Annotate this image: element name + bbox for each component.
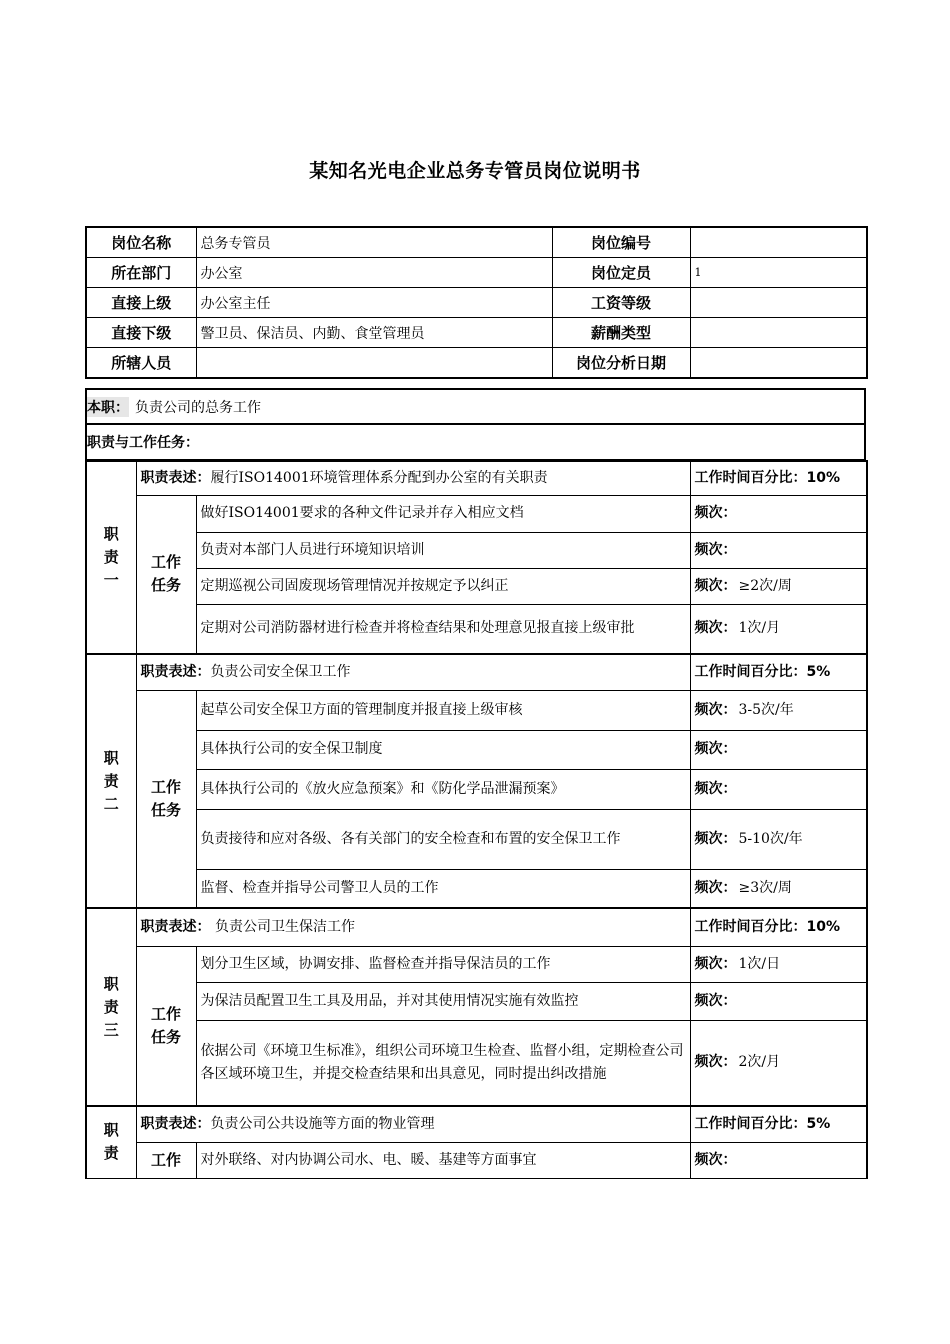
duty-group-char: 责 xyxy=(103,997,119,1016)
summary-text: 负责公司的总务工作 xyxy=(135,399,261,416)
duty-group-char: 职 xyxy=(103,974,119,993)
table-row xyxy=(86,348,867,379)
frequency-label: 频次： xyxy=(694,541,737,558)
work-task-label xyxy=(136,946,196,1106)
task-text: 对外联络、对内协调公司水、电、暖、基建等方面事宜 xyxy=(196,1142,690,1178)
table-row xyxy=(86,258,867,288)
task-label: 任务 xyxy=(150,1027,181,1046)
statement-label: 职责表述： xyxy=(140,918,211,935)
task-row xyxy=(86,809,867,869)
statement-label: 职责表述： xyxy=(140,663,211,680)
duty-statement xyxy=(136,908,690,946)
percent-label: 工作时间百分比： xyxy=(694,918,807,935)
task-text: 负责对本部门人员进行环境知识培训 xyxy=(196,532,690,568)
quota-value: 1 xyxy=(690,258,867,288)
duty-group-char: 责 xyxy=(103,548,119,566)
duties-header xyxy=(85,423,866,461)
job-name-value: 总务专管员 xyxy=(196,227,552,258)
frequency-value: 3-5次/年 xyxy=(738,701,794,718)
superior-label: 直接上级 xyxy=(86,288,196,318)
frequency-value: ≥2次/周 xyxy=(738,577,792,594)
duty-statement xyxy=(136,654,690,690)
duty-statement-row xyxy=(86,461,867,495)
grade-label: 工资等级 xyxy=(552,288,690,318)
subordinate-value: 警卫员、保洁员、内勤、食堂管理员 xyxy=(196,318,552,348)
task-text: 定期对公司消防器材进行检查并将检查结果和处理意见报直接上级审批 xyxy=(196,604,690,654)
duty-statement-row xyxy=(86,908,867,946)
task-frequency xyxy=(690,690,867,730)
document-title: 某知名光电企业总务专管员岗位说明书 xyxy=(309,160,641,182)
frequency-label: 频次： xyxy=(694,780,737,797)
task-row xyxy=(86,568,867,604)
duty-group-char: 职 xyxy=(103,748,119,767)
percent-label: 工作时间百分比： xyxy=(694,1115,807,1132)
job-no-value xyxy=(690,227,867,258)
statement-text: 负责公司安全保卫工作 xyxy=(210,663,351,680)
work-label: 工作 xyxy=(150,1004,181,1023)
work-label: 工作 xyxy=(150,1150,181,1169)
duty-group-char: 职 xyxy=(103,525,119,543)
frequency-label: 频次： xyxy=(694,505,737,521)
duty-statement xyxy=(136,1106,690,1142)
frequency-value: 5-10次/年 xyxy=(738,830,803,847)
duty-group-char: 责 xyxy=(103,771,119,790)
task-text: 为保洁员配置卫生工具及用品，并对其使用情况实施有效监控 xyxy=(196,982,690,1020)
staff-value xyxy=(196,348,552,379)
task-frequency xyxy=(690,869,867,908)
work-task-label xyxy=(136,495,196,654)
job-no-label: 岗位编号 xyxy=(552,227,690,258)
task-row xyxy=(86,1142,867,1178)
frequency-label: 频次： xyxy=(694,879,737,896)
table-row xyxy=(86,288,867,318)
duty-time-percent xyxy=(690,908,867,946)
statement-text: 负责公司卫生保洁工作 xyxy=(210,918,355,935)
salary-value xyxy=(690,318,867,348)
table-row xyxy=(86,318,867,348)
duty-group-label xyxy=(86,1106,136,1178)
task-text: 具体执行公司的安全保卫制度 xyxy=(196,730,690,769)
task-frequency xyxy=(690,495,867,532)
duty-statement xyxy=(136,461,690,495)
superior-value: 办公室主任 xyxy=(196,288,552,318)
salary-label: 薪酬类型 xyxy=(552,318,690,348)
summary-label: 本职： xyxy=(87,397,129,417)
task-text: 依据公司《环境卫生标准》，组织公司环境卫生检查、监督小组，定期检查公司各区域环境卫生，并提交检查结果和出具意见，同时提出纠改措施 xyxy=(196,1020,690,1106)
task-frequency xyxy=(690,769,867,809)
percent-value: 10% xyxy=(806,469,841,486)
task-frequency xyxy=(690,982,867,1020)
task-frequency xyxy=(690,1142,867,1178)
dept-label: 所在部门 xyxy=(86,258,196,288)
task-label: 任务 xyxy=(150,800,181,819)
work-task-label xyxy=(136,1142,196,1178)
summary-row xyxy=(85,388,866,425)
table-row xyxy=(86,227,867,258)
task-frequency xyxy=(690,946,867,982)
frequency-label: 频次： xyxy=(694,577,737,594)
duty-group-char: 三 xyxy=(103,1020,119,1039)
statement-label: 职责表述： xyxy=(140,1115,211,1132)
frequency-label: 频次： xyxy=(694,1054,737,1071)
task-row xyxy=(86,730,867,769)
date-label: 岗位分析日期 xyxy=(552,348,690,379)
percent-label: 工作时间百分比： xyxy=(694,663,807,680)
duties-header-label: 职责与工作任务： xyxy=(87,435,199,451)
task-label: 任务 xyxy=(150,576,181,595)
task-row xyxy=(86,1020,867,1106)
frequency-value: 1次/月 xyxy=(738,620,781,637)
duty-group-char: 职 xyxy=(103,1121,119,1140)
staff-label: 所辖人员 xyxy=(86,348,196,379)
basic-info-table xyxy=(85,226,868,379)
duty-statement-row xyxy=(86,654,867,690)
duty-time-percent xyxy=(690,654,867,690)
task-frequency xyxy=(690,809,867,869)
frequency-label: 频次： xyxy=(694,701,737,718)
frequency-label: 频次： xyxy=(694,955,737,972)
frequency-label: 频次： xyxy=(694,992,737,1009)
percent-label: 工作时间百分比： xyxy=(694,469,807,486)
task-text: 做好ISO14001要求的各种文件记录并存入相应文档 xyxy=(196,495,690,532)
frequency-value: ≥3次/周 xyxy=(738,879,792,896)
frequency-label: 频次： xyxy=(694,1151,737,1168)
percent-value: 5% xyxy=(806,1115,831,1132)
statement-text: 履行ISO14001环境管理体系分配到办公室的有关职责 xyxy=(210,469,548,486)
task-row xyxy=(86,532,867,568)
statement-label: 职责表述： xyxy=(140,469,211,486)
task-text: 负责接待和应对各级、各有关部门的安全检查和布置的安全保卫工作 xyxy=(196,809,690,869)
duty-time-percent xyxy=(690,1106,867,1142)
task-row xyxy=(86,690,867,730)
task-row xyxy=(86,946,867,982)
frequency-label: 频次： xyxy=(694,830,737,847)
frequency-label: 频次： xyxy=(694,741,737,757)
task-frequency xyxy=(690,532,867,568)
task-text: 起草公司安全保卫方面的管理制度并报直接上级审核 xyxy=(196,690,690,730)
frequency-label: 频次： xyxy=(694,620,737,637)
task-frequency xyxy=(690,604,867,654)
duty-group-char: 二 xyxy=(103,794,119,813)
task-row xyxy=(86,769,867,809)
frequency-value: 2次/月 xyxy=(738,1054,781,1071)
duty-time-percent xyxy=(690,461,867,495)
task-frequency xyxy=(690,730,867,769)
task-frequency xyxy=(690,1020,867,1106)
percent-value: 10% xyxy=(806,918,841,935)
date-value xyxy=(690,348,867,379)
work-task-label xyxy=(136,690,196,908)
task-frequency xyxy=(690,568,867,604)
duty-group-label xyxy=(86,654,136,908)
task-row xyxy=(86,982,867,1020)
work-label: 工作 xyxy=(150,777,181,796)
task-row xyxy=(86,869,867,908)
task-text: 划分卫生区域，协调安排、监督检查并指导保洁员的工作 xyxy=(196,946,690,982)
statement-text: 负责公司公共设施等方面的物业管理 xyxy=(210,1115,435,1132)
duty-group-char: 责 xyxy=(103,1144,119,1163)
percent-value: 5% xyxy=(806,663,831,680)
duty-group-label xyxy=(86,461,136,654)
grade-value xyxy=(690,288,867,318)
duty-statement-row xyxy=(86,1106,867,1142)
task-text: 具体执行公司的《放火应急预案》和《防化学品泄漏预案》 xyxy=(196,769,690,809)
task-text: 监督、检查并指导公司警卫人员的工作 xyxy=(196,869,690,908)
work-label: 工作 xyxy=(150,553,181,572)
task-row xyxy=(86,495,867,532)
duties-table xyxy=(85,460,868,1179)
quota-label: 岗位定员 xyxy=(552,258,690,288)
duty-group-char: 一 xyxy=(103,571,119,589)
task-text: 定期巡视公司固废现场管理情况并按规定予以纠正 xyxy=(196,568,690,604)
duty-group-label xyxy=(86,908,136,1106)
job-name-label: 岗位名称 xyxy=(86,227,196,258)
task-row xyxy=(86,604,867,654)
frequency-value: 1次/日 xyxy=(738,955,781,972)
subordinate-label: 直接下级 xyxy=(86,318,196,348)
dept-value: 办公室 xyxy=(196,258,552,288)
